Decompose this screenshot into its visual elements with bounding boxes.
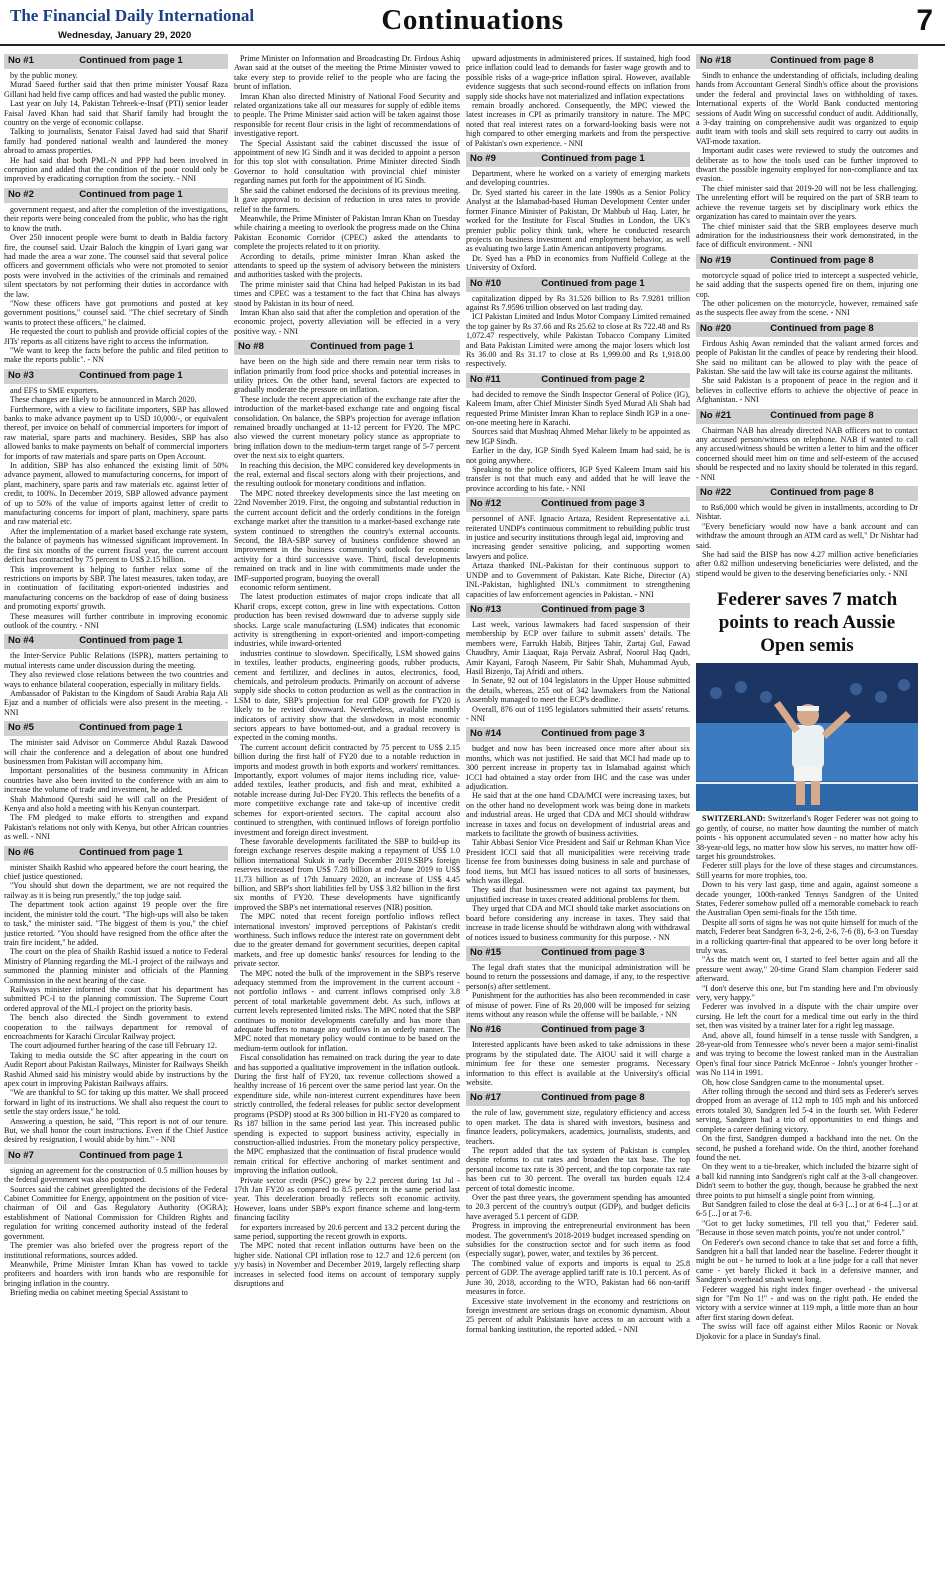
article-header-bar [696,54,918,69]
story-lead-text: Switzerland's Roger Federer was not going to go gently, of course, no matter how daunting the number of match points - his opponent accumulated seven - no matter how achy his 38-year-old legs, no matter how slow his serves, no matter how off-target his groundstrokes. [696,814,918,861]
story-paragraph: The swiss will face off against either Milos Raonic or Novak Djokovic for a place in Sunday's final. [696,1322,918,1341]
article-number: No #7 [8,1149,34,1161]
article-paragraph: The chief minister said that 2019-20 will not be less challenging. The unrelenting effort will be required on the part of SRB team to achieve the revenue targets set by disciplinary work ethics the organization has cared to maintain over the years. [696,183,918,222]
continuation-article [466,497,690,599]
article-paragraph: Railways minister informed the court that his department has submitted PC-I to the planning commission. The Supreme Court ordered approval of the ML-I project on the priority basis. [4,984,228,1013]
article-paragraph: Briefing media on cabinet meeting Special Assistant to [10,1288,188,1298]
article-paragraph: He requested the court to publish and provide official copies of the JITs' reports as all citizens have right to access the information. [4,327,228,346]
article-number: No #16 [470,1024,502,1036]
article-paragraph: These favorable developments facilitated the SBP to build-up its foreign exchange reserves despite making a repayment of US$ 1.0 billion international Sukuk in early December 2019.SBP's foreign reserves increased from US$ 7.28 billion at end-June 2019 to US$ 11.73 billion as of 17th January 2020, an increase of US$ 4.45 billion, and SBP's short liabilities fell by US$ 3.82 billion in the first six months of FY20. These developments have significantly improved the SBP's net international reserves (NIR) position. [234,836,460,912]
continuation-article [466,1091,690,1334]
continued-from-label: Continued from page 1 [79,1149,183,1161]
article-header-bar [4,188,228,203]
article-paragraph: She said the cabinet endorsed the decisions of its previous meeting. It gave approval to decision of reduction in urea rates to provide relief to the farmers. [234,185,460,214]
continued-from-label: Continued from page 8 [770,409,874,421]
article-paragraph: the rule of law, government size, regulatory efficiency and access to open market. The data is shared with investors, business and finance leaders, policymakers, academics, journalists, students, and teachers. [466,1108,690,1146]
article-paragraph: They said that businessmen were not against tax payment, but unjustified increase in taxes created additional problems for them. [466,885,690,904]
story-paragraph: Federer was involved in a dispute with the chair umpire over cursing. He left the court for a medical time out early in the third set, then was visited by a trainer later for a right leg massage. [696,1002,918,1031]
continuation-article [4,1149,228,1298]
continued-from-label: Continued from page 8 [770,55,874,66]
continued-from-label: Continued from page 1 [79,188,183,200]
article-header-bar [4,846,228,861]
article-paragraph: Overall, 876 out of 1195 legislators submitted their assets' returns. - NNI [466,704,690,723]
article-header-bar [466,946,690,961]
story-paragraph: "Got to get lucky sometimes, I'll tell you that," Federer said. "Because in those seven match points, you're not under control." [696,1218,918,1238]
article-number: No #10 [470,277,502,289]
continued-from-label: Continued from page 3 [541,603,645,615]
article-paragraph: Earlier in the day, IGP Sindh Syed Kaleem Imam had said, he is not going anywhere. [466,446,690,465]
story-paragraph: But Sandgren failed to close the deal at 6-3 [...] or at 6-4 [...] or at 6-5 [...] or at 7-6. [696,1199,918,1219]
article-paragraph: The minister said Advisor on Commerce Abdul Razak Dawood will chair the conference and a delegation of about one hundred businessmen from Pakistan will accompany him. [4,738,228,766]
article-number: No #13 [470,603,502,615]
article-number: No #3 [8,369,34,381]
continued-from-label: Continued from page 1 [79,722,183,734]
article-paragraph: Fiscal consolidation has remained on track during the year to date and has supported a qualitative improvement in the inflation outlook. During the first half of FY20, tax revenue collections showed a healthy increase of 16 percent over the same period last year. On the expenditure side, while non-interest current expenditures have been strictly controlled, the federal releases for public sector development programs (PSDP) stood at Rs 300 billion in H1-FY20 as compared to Rs 187 billion in the same period last year. This increased public spending is expected to support business activity, especially in construction-allied industries. From the monetary policy perspective, the MPC emphasized that the continuation of fiscal prudence would remain critical for effective anchoring of market sentiment and improving the inflation outlook. [234,1053,460,1176]
article-paragraph: This improvement is helping to further relax some of the restrictions on imports by SBP. The latest measures, taken today, are in continuation of facilitating export-oriented industries and manufacturing concerns on the backdrop of ease of doing business and promoting exports' growth. [4,564,228,612]
article-paragraph: and EFS to SME exporters. [10,385,99,395]
article-paragraph: Dr. Syed started his career in the late 1990s as a Senior Policy Analyst at the Islamabad-based Human Development Center under former Finance Minister of Pakistan, Dr Mahbub ul Haq. Later, he worked for the Institute for Fiscal Studies in London, the UK's premier public policy think tank, where he conducted research projects on business investment and employment behavior, as well as evaluating two large Latin American antipoverty programs. [466,187,690,254]
article-number: No #15 [470,946,502,958]
continued-from-label: Continued from page 1 [79,369,183,381]
column-4 [696,54,918,1580]
continued-from-label: Continued from page 1 [310,341,414,353]
continued-from-label: Continued from page 1 [541,153,645,165]
story-paragraph: "As the match went on, I started to feel better again and all the pressure went away," 20-time Grand Slam champion Federer said afterward. [696,955,918,984]
column-4-articles [696,54,918,578]
masthead [0,0,945,46]
story-paragraph: Federer still plays for the love of these stages and circumstances. Still yearns for more trophies, too. [696,861,918,880]
continuation-article [466,373,690,493]
article-paragraph: budget and now has been increased once more after about six months, which was not justified. He said that MCI had made up to 300 percent increase in property tax in Islamabad against which ICCI had obtained a stay order from IHC and the case was under adjudication. [466,744,690,791]
continued-from-label: Continued from page 8 [770,487,874,499]
article-number: No #20 [700,322,732,334]
article-paragraph: have been on the high side and there remain near term risks to inflation primarily from food price shocks and potential increases in utility prices. On the other hand, several factors are expected to gradually moderate the pressure on inflation. [234,357,460,395]
article-number: No #5 [8,722,34,734]
article-paragraph: "Every beneficiary would now have a bank account and can withdraw the amount through an ATM card as well," Dr Nishtar had said. [696,521,918,550]
article-paragraph: Over 250 innocent people were burnt to death in Baldia factory fire, the counsel said. Uzair Baloch the kingpin of Lyari gang war had made the area a war zone. The counsel said that several police officers and government officials who were not promoted to senior posts were involved in the activities of the criminals and remained silent spectators by not performing their duties in accordance with the law. [4,233,228,299]
article-header-bar [466,603,690,618]
article-number: No #12 [470,498,502,510]
continued-from-label: Continued from page 3 [541,728,645,740]
column-2 [234,54,460,1580]
story-paragraph: Down to his very last gasp, time and again, against someone a decade younger, 100th-ranked Tennys Sandgren of the United States, Federer somehow pulled off a memorable comeback to reach the Australian Open semi-finals for the 15th time. [696,880,918,918]
article-paragraph: Talking to journalists, Senator Faisal Javed had said that Sharif family had pondered national wealth and laundered the money abroad to amass properties. [4,127,228,156]
article-paragraph: Furthermore, with a view to facilitate importers, SBP has allowed banks to make advance payment up to USD 10,000/-, or equivalent thereof, per invoice on behalf of commercial importers for import of raw material, spare parts and machinery. Besides, SBP has also allowed banks to make payments on behalf of commercial importers for imports of raw materials and spare parts on Open Account. [4,404,228,461]
article-paragraph: Department, where he worked on a variety of emerging markets and developing countries. [466,169,690,188]
article-paragraph: These measures will further contribute in improving economic outlook of the country. - NNI [4,611,228,630]
story-paragraph: Federer wagged his right index finger overhead - the universal sign for "I'm No 1!" - and was on the right path. He ended the victory with a service winner at 119 mph, a little more than an hour after first staring down defeat. [696,1284,918,1322]
continuation-article [4,634,228,717]
continuation-article [466,277,690,369]
article-header-bar [466,152,690,167]
tennis-player-photo [696,663,918,811]
article-number: No #18 [700,55,732,66]
continued-from-label: Continued from page 1 [79,846,183,858]
story-paragraph: Oh, how close Sandgren came to the monumental upset. [702,1077,885,1087]
article-header-bar [466,727,690,742]
continuation-article [696,486,918,578]
article-paragraph: The MPC noted that recent inflation outturns have been on the higher side. National CPI inflation rose to 12.7 and 12.6 percent (on y/y basis) in November and December 2019, largely reflecting sharp increases in selected food items on account of temporary supply disruptions and [234,1241,460,1288]
article-paragraph: Sindh to enhance the understanding of officials, including dealing hands from Accountant General Sindh's office about the provisions under the federal and provincial laws on withholding of taxes. International experts of the World Bank conducted mentoring sessions of Audit Wing on successful conduct of audit. Additionally, a 3-day training on comprehensive audit was organized to equip audit team with tools and skill sets required to carry out audits in VAT-mode taxation. [696,71,918,146]
article-paragraph: The MPC noted that recent foreign portfolio inflows reflect international investors' improved perceptions of Pakistan's credit worthiness. Such inflows reduce the interest rate on government debt due to the greater demand for government securities, deepen capital markets, and free up domestic banks' resources for lending to the private sector. [234,912,460,969]
continuation-article [4,369,228,631]
article-header-bar [696,322,918,337]
article-paragraph: by the public money. [10,71,78,80]
article-header-bar [4,369,228,384]
article-number: No #1 [8,55,34,66]
paper-date: Wednesday, January 29, 2020 [58,30,192,41]
article-paragraph: The current account deficit contracted by 75 percent to US$ 2.15 billion during the first half of FY20 due to a notable reduction in imports and modest growth in both exports and workers' remittances. Importantly, export volumes of major items including rice, value-added textiles, leather products, and fish and meat, exhibited a notable increase during Jul-Dec FY20. This reflects the benefits of a more competitive exchange rate and take-up of incentive credit schemes for export-oriented sectors. The capital account also continued to strengthen, with continued inflows of foreign portfolio investment and foreign direct investment. [234,742,460,837]
tennis-player-illustration [696,663,918,811]
article-paragraph: The combined value of exports and imports is equal to 25.8 percent of GDP. The average applied tariff rate is 10.1 percent. As of June 30, 2018, according to the WTO, Pakistan had 66 non-tariff measures in force. [466,1258,690,1297]
continued-from-label: Continued from page 3 [541,1024,645,1036]
article-paragraph: Important personalities of the business community in African countries have also been invited to the conference with an aim to increase the volume of trade and investment, he added. [4,766,228,795]
article-paragraph: Murad Saeed further said that then prime minister Yousaf Raza Gillani had held five camp offices and had wasted the public money. [4,80,228,99]
article-paragraph: The court adjourned further hearing of the case till February 12. [10,1041,217,1051]
article-paragraph: Sources said that Mushtaq Ahmed Mehar likely to be appointed as new IGP Sindh. [466,427,690,446]
article-number: No #4 [8,635,34,647]
continuation-article [696,409,918,482]
continuation-article [234,340,460,1288]
continued-from-label: Continued from page 8 [770,322,874,334]
article-paragraph: upward adjustments in administered prices. If sustained, high food price inflation could lead to demands for faster wage growth and to possible risks of a wage-price inflation spiral. However, available evidence suggests that such second-round effects on inflation from supply side shocks have not materialized and inflation expectations [466,54,690,101]
article-header-bar [466,497,690,512]
article-paragraph: Important audit cases were reviewed to study the outcomes and deliberate as to how the tools used can be further improved to thwart the possible ingenuity employed for non-compliance and tax evasion. [696,146,918,184]
article-paragraph: The report added that the tax system of Pakistan is complex despite reforms to cut rates and broaden the tax base. The top personal income tax rate is 30 percent, and the top corporate tax rate has been cut to 30 percent. The overall tax burden equals 12.4 percent of total domestic income. [466,1146,690,1193]
article-paragraph: "We are thankful to SC for taking up this matter. We shall proceed forward in light of its instructions. We shall also request the court to settle the stay orders issue," he told. [4,1088,228,1117]
article-header-bar [466,373,690,388]
article-paragraph: The court on the plea of Shaikh Rashid issued a notice to Federal Ministry of Planning regarding the ML-I project of the railways and summoned the planning minister and officials of the Planning Commission in the next hearing of the case. [4,947,228,985]
paper-name: The Financial Daily International [10,6,255,25]
article-paragraph: The MPC noted threekey developments since the last meeting on 22nd November 2019. First, the ongoing and substantial reduction in the current account deficit and the orderly conditions in the foreign exchange market after the transition to a market-based exchange rate system continued to strengthen the country's external accounts. Second, the IBA-SBP survey of business confidence showed an improvement in the business community's outlook for economic activity for a third successive wave. Third, fiscal developments remained on track and in line with commitments made under the IMF-supported program, buoying the overall [234,488,460,583]
article-paragraph: Speaking to the police officers, IGP Syed Kaleem Imam said his transfer is not that much easy and added that he will leave the province according to his fate. - NNI [466,465,690,493]
article-paragraph: Sources said the cabinet greenlighted the decisions of the Federal Cabinet Committee for Energy, appointment on the position of vice-chairman of Oil and Gas Regulatory Authority (OGRA); establishment of National Commission for Children Rights and regulation for writing concerned authority instead of the federal government. [4,1184,228,1241]
article-paragraph: industries continue to slowdown. Specifically, LSM showed gains in textiles, leather products, engineering goods, rubber products, cement and fertilizer, and declines in autos, electronics, food, chemicals, and petroleum products. Primarily on account of adverse supply side shocks to cotton production as well as the contraction in LSM to date, SBP's projection for real GDP growth for FY20 is likely to be revised downward. Nevertheless, available monthly indicators of activity show that the slowdown in most economic sectors appears to have bottomed-out, and a gradual recovery is expected in the coming months. [234,648,460,743]
continuation-article [696,254,918,318]
article-header-bar [696,409,918,424]
article-paragraph: The MPC noted the bulk of the improvement in the SBP's reserve adequacy stemmed from the improvement in the current account - not portfolio inflows - and current inflows comprised only 3.8 percent of total marketable government debt. As such, inflows at current levels represented limited risks. The MPC noted that the SBP continues to monitor developments carefully and has more than adequate buffers to manage any outflows in an orderly manner. The MPC noted that monetary policy would continue to be based on the medium-term outlook for inflation. [234,968,460,1053]
article-paragraph: Tahir Abbasi Senior Vice President and Saif ur Rehman Khan Vice President ICCI said that all municipalities were receiving trade license fee from businesses doing business in sale and purchase of food items, but MCI has issued notices to all sorts of businesses, which was illegal. [466,838,690,886]
federer-story [696,588,918,1341]
column-1 [4,54,228,1580]
column-3 [466,54,690,1580]
continuation-article [466,1023,690,1087]
article-paragraph: remain broadly anchored. Consequently, the MPC viewed the latest increases in CPI as primarily transitory in nature. The MPC noted that real interest rates on a forward-looking basis were not high compared to other emerging markets and from the perspective of Pakistan's own experience. - NNI [466,101,690,148]
continuation-article [4,188,228,365]
article-paragraph: Over the past three years, the government spending has amounted to 20.3 percent of the country's output (GDP), and budget deficits have averaged 5.1 percent of GDP. [466,1193,690,1221]
story-paragraph: After rolling through the second and third sets as Federer's serves dropped from an average of 112 mph to 105 mph and his unforced errors totaled 30, Sandgren led 5-4 in the fourth set. With Federer serving, Sandgren had a trio of opportunities to end things and complete a career defining victory. [696,1087,918,1134]
article-paragraph: The legal draft states that the municipal administration will be bound to return the possessions and damage, if any, to the respective person(s) after settlement. [466,962,690,991]
article-paragraph: "We want to keep the facts before the public and filed petition to make the reports public". - NN [4,345,228,365]
continuation-article [466,727,690,942]
article-header-bar [466,1091,690,1106]
article-paragraph: The latest production estimates of major crops indicate that all Kharif crops, except cotton, grew in line with expectations. Cotton production has been revised downward due to adverse supply side shocks. Large scale manufacturing (LSM) indicates that economic activity is strengthening in export-oriented and import-competing industries, while inward-oriented [234,592,460,649]
article-paragraph: He said that at the one hand CDA/MCI were increasing taxes, but on the other hand no development work was being done in markets and industrial areas. He urged that CDA and MCI should withdraw increase in taxes and focus on development of industrial areas and markets to facilitate the growth of business activities. [466,791,690,839]
article-paragraph: Progress in improving the entrepreneurial environment has been modest. The government's 2018-2019 budget increased spending on subsidies for the construction sector and for such items as food (especially sugar), power, water, and textiles by 36 percent. [466,1221,690,1259]
continuation-article [466,54,690,148]
story-paragraph: Despite all sorts of signs he was not quite himself for much of the match, Federer beat Sandgren 6-3, 2-6, 2-6, 7-6 (8), 6-3 on Tuesday in a rollicking quarter-final that appeared to be over long before it truly was. [696,917,918,955]
article-paragraph: Prime Minister on Information and Broadcasting Dr. Firdous Ashiq Awan said at the outset of the meeting the Prime Minister vowed to take every step to provide relief to the people who are facing the brunt of inflation. [234,54,460,92]
article-header-bar [4,721,228,736]
article-number: No #8 [238,341,264,353]
article-paragraph: The FM pledged to make efforts to strengthen and expand Pakistan's relations not only with Kenya, but other African countries as well. - NNI [4,813,228,842]
article-paragraph: Artaza thanked INL-Pakistan for their continuous support to UNDP and to Government of Pakistan. Kate Riche, Director (A) INL-Pakistan, highlighted INL's commitment to strengthening capacities of law enforcement agencies in Pakistan. - NNI [466,561,690,599]
article-paragraph: economic reform sentiment. [240,582,332,592]
story-paragraph: On Federer's own second chance to take that set and force a fifth, Sandgren hit a ball that landed near the baseline. Federer thought it might be out - he turned to look at a line judge for a call that never came - yet barely flicked it back in a defensive manner, and Sandgren's overhead smash went long. [696,1237,918,1285]
article-number: No #11 [470,373,501,385]
article-header-bar [696,254,918,269]
continued-from-label: Continued from page 3 [541,498,645,510]
article-paragraph: Ambassador of Pakistan to the Kingdom of Saudi Arabia Raja Ali Ejaz and a number of officials were also present in the meeting. - NNI [4,688,228,717]
story-paragraph: On the first, Sandgren dumped a backhand into the net. On the second, he pushed a forehand wide. On the third, another forehand found the net. [696,1134,918,1162]
article-paragraph: The prime minister said that China had helped Pakistan in its bad times and CPEC was a testament to the fact that China has always stood by Pakistan in its hour of need. [234,279,460,308]
article-paragraph: In Senate, 92 out of 104 legislators in the Upper House submitted the details, whereas, 255 out of 342 lawmakers from the National Assembly managed to meet the ECP's deadline. [466,676,690,705]
continuation-article [466,152,690,272]
article-paragraph: ICI Pakistan Limited and Indus Motor Company Limited remained the top gainer by Rs 37.66 and Rs 25.62 to close at Rs 722.48 and Rs 1,072.47 respectively, while Pakistan Tobacco Company Limited and Bata Pakistan Limited were among the major losers which lost Rs 36.00 and Rs 31.17 to close at Rs 1,999.00 and Rs 1,918.00 respectively. [466,312,690,369]
article-header-bar [466,1023,690,1038]
continuation-article [4,721,228,841]
article-header-bar [4,1149,228,1164]
continuation-article [696,54,918,250]
article-paragraph: increasing gender sensitive policing, and supporting women lawyers and police. [466,542,690,561]
story-headline: Federer saves 7 match points to reach Aussie Open semis [716,589,898,657]
article-paragraph: These include the recent appreciation of the exchange rate after the introduction of the market-based exchange rate and ongoing fiscal consolidation. On balance, the SBP's projection for average inflation remained broadly unchanged at 11-12 percent for FY20. The MPC also viewed the current monetary policy stance as appropriate to bring inflation down to the medium-term target range of 5-7 percent over the next six to eight quarters. [234,394,460,461]
article-paragraph: the Inter-Service Public Relations (ISPR), matters pertaining to mutual interests came under discussion during the meeting. [4,651,228,670]
article-paragraph: Last year on July 14, Pakistan Tehreek-e-Insaf (PTI) senior leader Faisal Javed Khan had said that Sharif family had brought the country on the verge of economic collapse. [4,99,228,128]
article-paragraph: capitalization dipped by Rs 31.526 billion to Rs 7.9281 trillion against Rs 7.9596 trillion observed on last trading day. [466,293,690,312]
article-paragraph: Chairman NAB has already directed NAB officers not to contact any accused person/witness on telephone. NAB if wanted to call any accused/witness should be written a letter to him and the officer concerned should meet him on time and self-esteem of the accused should be respected and no laxity should be tolerated in this regard. - NNI [696,425,918,482]
article-paragraph: The Special Assistant said the cabinet discussed the issue of appointment of new IG Sindh and it was decided to appoint a person for this top slot with consultation. Prime Minister directed Sindh Governor to hold consultation with provincial chief minister regarding names put forth for the appointment of IG Sindh. [234,138,460,186]
continued-from-label: Continued from page 8 [770,254,874,266]
continued-from-label: Continued from page 1 [79,635,183,647]
article-number: No #22 [700,487,732,499]
continuation-article [234,54,460,336]
article-paragraph: Shah Mahmood Qureshi said he will call on the President of Kenya and also hold a meeting with his Kenyan counterpart. [4,794,228,814]
article-paragraph: Interested applicants have been asked to take admissions in these programs by the stipulated date. The AIOU said it will charge a minimum fee for these one semester programs. Necessary information to this effect is available at the University's official website. [466,1040,690,1087]
article-paragraph: "Now these officers have got promotions and posted at key government positions," counsel said. "The chief secretary of Sindh wants to protect these officers," he claimed. [4,298,228,327]
article-paragraph: Meanwhile, Prime Minister Imran Khan has vowed to tackle profiteers and hoarders with iron hands who are responsible for bringing inflation in the country. [4,1259,228,1288]
article-paragraph: The other policemen on the motorcycle, however, remained safe as the suspects flee away from the scene. - NNI [696,298,918,318]
article-paragraph: According to details, prime minister Imran Khan asked the attendants to speed up the system of advisory between the ministers and authorities tasked with the projects. [234,251,460,280]
article-header-bar [4,634,228,649]
article-paragraph: They also reviewed close relations between the two countries and ways to enhance bilateral cooperation, especially in military fields. [4,670,228,689]
section-title: Continuations [381,4,564,36]
article-number: No #14 [470,728,502,740]
continuation-article [4,54,228,184]
continuation-article [466,603,690,723]
article-paragraph: signing an agreement for the construction of 0.5 million houses by the federal government was also postponed. [4,1165,228,1185]
article-paragraph: She had said the BISP has now 4.27 million active beneficiaries after 0.82 million undeserving beneficiaries were delisted, and the stipend would be given to the deserving beneficiaries only. - NNI [696,550,918,578]
continued-from-label: Continued from page 3 [541,946,645,958]
story-paragraph: On they went to a tie-breaker, which included the bizarre sight of a ball kid running into Sandgren's right calf at the 3-all changeover. Didn't seem to bother the guy, though, because he grabbed the next three points to put himself a single point from winning. [696,1162,918,1200]
article-paragraph: Excessive state involvement in the economy and restrictions on foreign investment are serious drags on economic dynamism. About 25 percent of adult Pakistanis have access to an account with a formal banking institution, the reported added. - NNI [466,1296,690,1334]
article-paragraph: Answering a question, he said, "This report is not of our tenure. But, we shall honor the court instructions. Even if the Chief Justice desired by resignation, I would abide by him." - NNI [4,1116,228,1145]
article-number: No #2 [8,188,34,200]
article-paragraph: Private sector credit (PSC) grew by 2.2 percent during 1st Jul - 17th Jan FY20 as compared to 8.5 percent in the same period last year. This deceleration broadly reflects soft economic activity. However, loans under SBP's export finance scheme and long-term financing facility [234,1175,460,1223]
article-paragraph: The chief minister said that the SRB employees deserve much admiration for the industriousness their work demonstrated, in the face of difficult environment. - NNI [696,221,918,250]
article-header-bar [234,340,460,355]
article-paragraph: Imran Khan also said that after the completion and operation of the economic project, poverty alleviation will be effected in a very positive way. - NNI [234,307,460,336]
article-paragraph: The department took action against 19 people over the fire incident, the minister told the court. "The high-ups will also be taken to task," the minister said. "The biggest of them is you," the chief justice retorted. "You should have resigned from the office after the train fire incident," he added. [4,900,228,947]
article-paragraph: for exporters increased by 20.6 percent and 13.2 percent during the same period, supporting the recent growth in exports. [234,1222,460,1241]
continued-from-label: Continued from page 8 [541,1092,645,1104]
continuation-article [466,946,690,1019]
article-paragraph: Firdous Ashiq Awan reminded that the valiant armed forces and people of Pakistan lit the candles of peace by rendering their blood. She said no militant can be allowed to play with the peace of Pakistan. She said the law will take its course against the militants. [696,338,918,376]
article-paragraph: minister Shaikh Rashid who appeared before the court hearing, the chief justice questioned. [4,862,228,882]
continued-from-label: Continued from page 1 [79,55,183,66]
article-paragraph: to Rs6,000 which would be given in installments, according to Dr Nishtar. [696,503,918,522]
article-number: No #17 [470,1092,502,1104]
article-paragraph: In reaching this decision, the MPC considered key developments in the real, external and fiscal sectors along with their projections, and the resulting outlook for monetary conditions and inflation. [234,460,460,489]
article-paragraph: Meanwhile, the Prime Minister of Pakistan Imran Khan on Tuesday while chairing a meeting to overlook the progress made on the China Pakistan Economic Corridor (CPEC) asked the attendants to complete the projects related to it on priority. [234,213,460,252]
article-paragraph: Dr. Syed has a PhD in economics from Nuffield College at the University of Oxford. [466,253,690,273]
story-first-paragraph [696,814,918,861]
article-paragraph: The premier was also briefed over the progress report of the institutional reformations, sources added. [4,1241,228,1260]
article-paragraph: had decided to remove the Sindh Inspector General of Police (IG), Kaleem Imam, after Chief Minister Sindh Syed Murad Ali Shah had requested Prime Minister Imran Khan to replace Sindh IGP in a one-on-one meeting here in Karachi. [466,389,690,427]
article-header-bar [4,54,228,69]
article-paragraph: The bench also directed the Sindh government to extend cooperation to the railways department for removal of encroachments for Karachi Circular Railway project. [4,1013,228,1041]
continuation-article [696,322,918,405]
article-number: No #19 [700,254,732,266]
article-paragraph: They urged that CDA and MCI should take market associations on board before considering any increase in taxes. They said that increase in trade license should be withdrawn along with withdrawal of notices issued to business community for this purpose. - NN [466,904,690,942]
story-paragraph: And, above all, found himself in a tense tussle with Sandgren, a 28-year-old from Tennessee who's never been a major semi-finalist and was trying to become the lowest ranked man in the Australian Open's final four since Patrick McEnroe - John's younger brother - was No 114 in 1991. [696,1030,918,1078]
article-paragraph: After the implementation of a market based exchange rate system, the balance of payments has witnessed significant improvement. In the first six months of the current fiscal year, the current account deficit has contracted by 75 percent to US$ 2.15 billion. [4,526,228,565]
article-number: No #21 [700,409,732,421]
article-paragraph: In addition, SBP has also enhanced the existing limit of 50% advance payment, allowed to manufacturing concerns, for import of plant, machinery, spare parts and raw materials etc. against letter of credit, to 100%. In December 2019, SBP allowed advance payment of up to 50% of the value of imports against letter of credit to manufacturing concerns for import of plant, machinery, spare parts and raw material etc. [4,461,228,527]
article-paragraph: Punishment for the authorities has also been recommended in case of misuse of power. Fine of Rs 20,000 will be imposed for seizing items without any reason while the offense will be bailable. - NN [466,991,690,1019]
article-paragraph: government request, and after the completion of the investigations, their reports were being concealed from the public, who has the right to know the truth. [4,204,228,233]
continuation-article [4,846,228,1145]
article-number: No #9 [470,153,496,165]
article-paragraph: These changes are likely to be announced in March 2020. [10,395,197,405]
article-header-bar [466,277,690,292]
article-paragraph: motorcycle squad of police tried to intercept a suspected vehicle, he said adding that the suspects opened fire on them, injuring one cop. [696,270,918,299]
article-paragraph: He had said that both PML-N and PPP had been involved in corruption and added that the condition of the poor could only be improved by eradicating corruption from the society. - NNI [4,155,228,184]
article-paragraph: "You should shut down the department, we are not required the railway as it is being run presently," the top judge said. [4,881,228,900]
article-paragraph: Last week, various lawmakers had faced suspension of their membership by ECP over failure to submit assets' details. The members were, Farrukh Habib, Bitjees Tahir, Zartaj Gul, Fawad Chaudhry, Amir Liaquat, Raja Pervaiz Ashraf, Noorul Haq Qadri, Amir Kayani, Faroqh Naseem, Pir Sabir Shah, Muhammad Ayub, Hasil Bizenjo, Taj Afridi and others. [466,619,690,676]
article-paragraph: She said Pakistan is a proponent of peace in the region and it believes in collective efforts to achieve the objective of peace in Afghanistan. - NNI [696,376,918,405]
story-body [696,861,918,1341]
story-dateline: SWITZERLAND: [702,814,766,824]
continued-from-label: Continued from page 1 [541,277,645,289]
page-number: 7 [916,4,933,37]
article-number: No #6 [8,846,34,858]
story-paragraph: "I don't deserve this one, but I'm standing here and I'm obviously very, very happy." [696,983,918,1002]
article-header-bar [696,486,918,501]
article-paragraph: personnel of ANF. Ignacio Artaza, Resident Representative a.i. reiterated UNDP's continuous commitment to rebuilding public trust in justice and security institutions through legal aid, improving and [466,514,690,543]
article-paragraph: Imran Khan also directed Ministry of National Food Security and related organizations take all our measures for supply of edible items to people. The Prime Minister said action will be taken against those responsible for recent flour crisis in the light of recommendations of investigative report. [234,91,460,139]
continued-from-label: Continued from page 2 [541,373,645,385]
article-paragraph: Taking to media outside the SC after appearing in the court on Audit Report about Pakistan Railways, Minister for Railways Sheikh Rashid Ahmed said his ministry would abide by instructions by the apex court in improving Pakistan Railways affairs. [4,1050,228,1088]
